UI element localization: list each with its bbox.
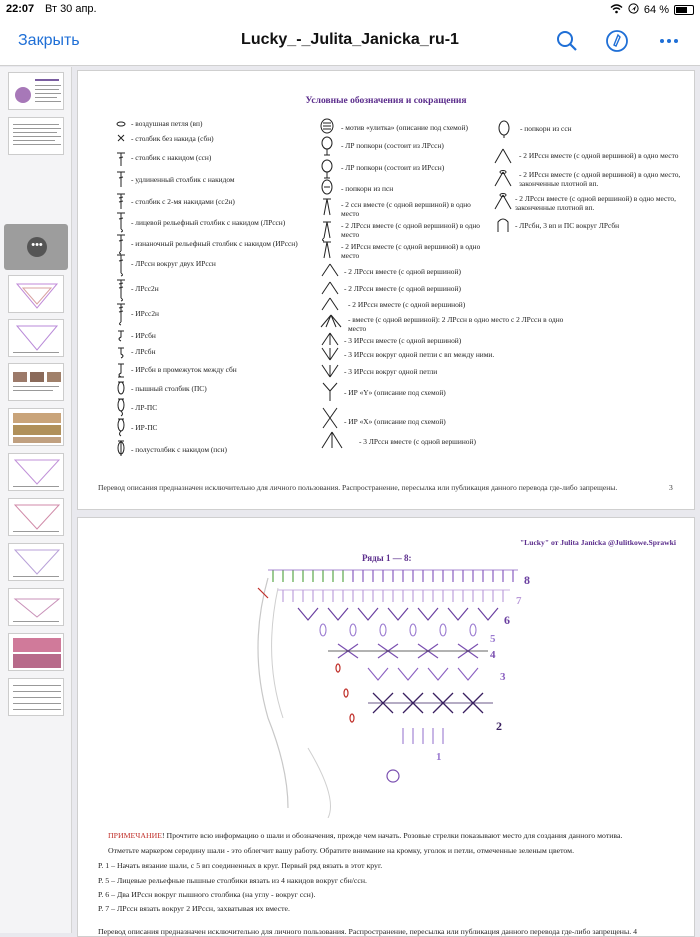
fpdc2tog-b-icon (319, 262, 341, 278)
row-number: 7 (516, 595, 522, 607)
fpdc2tog-icon (319, 220, 335, 242)
page-thumbnail[interactable] (8, 633, 64, 671)
fp-puff-symbol-icon (114, 397, 128, 417)
extended-dc-symbol-icon (114, 170, 128, 188)
footer-text: Перевод описания предназначен исключительно для личного пользования. Распространение, пересылка или публикация данного перевода где-либо запрещены. (98, 927, 632, 936)
bpdc2tog-b-icon (319, 296, 341, 312)
status-time: 22:07 (6, 3, 35, 15)
legend-label: - 2 ЛРссн вместе (с одной вершиной) (344, 267, 461, 276)
fpsc-ch-puff-icon (492, 216, 514, 234)
legend-label: - попкорн из псн (341, 184, 394, 193)
bptr-symbol-icon (114, 302, 128, 326)
note-text: ! Прочтите всю информацию о шали и обозначения, прежде чем начать. Розовые стрелки показывают место для создания данного мотива. (162, 831, 623, 840)
legend-label: - ИР-ПС (131, 423, 158, 432)
bp-y-icon (319, 381, 341, 403)
thumbnail-sidebar[interactable] (0, 67, 72, 933)
legend-label: - 2 ИРссн вместе (с одной вершиной) в одно место (519, 151, 679, 160)
legend-label: - столбик без накида (сбн) (131, 134, 214, 143)
legend-label: - ЛРссн вокруг двух ИРссн (131, 259, 216, 268)
legend-label: - 3 ИРссн вокруг одной петли с вп между ними. (344, 350, 495, 359)
note-line-2: Отметьте маркером середину шали - это облегчит вашу работу. Обратите внимание на кромку, уголок и петли, отмеченные зеленым цветом. (108, 846, 575, 855)
page-thumbnail[interactable] (8, 498, 64, 536)
page-number: 4 (633, 927, 638, 936)
legend-label: - 2 ИРссн вместе (с одной вершиной) в одно место, законченные плотной вп. (519, 170, 681, 188)
bp-puff-symbol-icon (114, 417, 128, 437)
fpdc3tog-icon (319, 430, 345, 450)
chain-symbol-icon (114, 119, 128, 129)
search-icon[interactable] (555, 29, 579, 53)
legend-label: - 2 ЛРссн вместе (с одной вершиной) в одно место, законченные плотной вп. (515, 194, 676, 212)
bpsc-between-symbol-icon (114, 361, 128, 379)
dc2tog-icon (319, 197, 335, 219)
fpdc4tog-icon (319, 313, 343, 329)
close-button[interactable]: Закрыть (18, 32, 80, 49)
fptr-symbol-icon (114, 278, 128, 302)
rows-title: Ряды 1 — 8: (362, 553, 412, 563)
legend-label: - 2 ИРссн вместе (с одной вершиной) (348, 300, 466, 309)
legend-label: - вместе (с одной вершиной): 2 ЛРссн в одно место с 2 ЛРссн в одно место (348, 315, 564, 333)
bp-x-icon (319, 406, 341, 430)
snail-motif-icon (319, 117, 335, 135)
page-thumbnail[interactable] (8, 588, 64, 626)
location-icon (628, 3, 639, 17)
status-date: Вт 30 апр. (45, 3, 97, 15)
bpdc2tog-ch-icon (492, 170, 514, 188)
bpdc3-around-b-icon (319, 363, 341, 379)
legend-label: - ЛР попкорн (состоит из ИРссн) (341, 163, 445, 172)
legend-label: - ИРсс2н (131, 309, 159, 318)
page-number: 3 (669, 483, 673, 492)
legend-label: - ЛРсбн, 3 вп и ПС вокруг ЛРсбн (515, 221, 620, 230)
page-thumbnail[interactable] (8, 319, 64, 357)
pdf-page-4 (77, 517, 695, 937)
page-footer (98, 483, 673, 492)
legend-label: - пышный столбик (ПС) (131, 384, 207, 393)
legend-label: - 2 ЛРссн вместе (с одной вершиной) в одно место (341, 221, 480, 239)
document-title: Lucky_-_Julita_Janicka_ru-1 (241, 31, 459, 48)
fpdc-around-two-symbol-icon (114, 253, 128, 277)
page-thumbnail[interactable] (8, 408, 64, 446)
page-footer (98, 927, 688, 937)
fpdc-symbol-icon (114, 211, 128, 233)
legend-label: - 2 ИРссн вместе (с одной вершиной) в одно место (341, 242, 481, 260)
page-thumbnail[interactable] (8, 275, 64, 313)
legend-label: - ИР «X» (описание под схемой) (344, 417, 446, 426)
page-thumbnail[interactable] (8, 543, 64, 581)
row-instruction: Р. 6 – Два ИРссн вокруг пышного столбика (на углу - вокруг ссн). (98, 890, 316, 899)
bpdc2tog-icon (319, 240, 335, 262)
row-number: 1 (436, 751, 442, 763)
pdf-page-3 (77, 70, 695, 510)
legend-label: - полустолбик с накидом (псн) (131, 445, 227, 454)
legend-label: - воздушная петля (вп) (131, 119, 203, 128)
legend-title: Условные обозначения и сокращения (305, 96, 467, 106)
legend-label: - изнаночный рельефный столбик с накидом (ИРссн) (131, 239, 298, 248)
page-thumbnail[interactable] (8, 678, 64, 716)
footer-text: Перевод описания предназначен исключительно для личного пользования. Распространение, пересылка или публикация данного перевода где-либо запрещены. (98, 483, 618, 492)
page-thumbnail[interactable] (8, 72, 64, 110)
battery-percent: 64 % (643, 4, 669, 16)
nav-bar (0, 20, 700, 66)
more-icon[interactable] (657, 29, 681, 53)
legend-label: - удлиненный столбик с накидом (131, 175, 235, 184)
thumbnail-more-badge[interactable]: ••• (27, 237, 47, 257)
battery-icon (674, 5, 694, 15)
page-thumbnail[interactable] (8, 117, 64, 155)
legend-label: - столбик с 2-мя накидами (сс2н) (131, 197, 235, 206)
hdc-symbol-icon (114, 438, 128, 458)
selected-thumbnail[interactable] (4, 224, 68, 270)
fp-popcorn-icon (319, 135, 335, 157)
bpdc2tog-same-icon (492, 147, 514, 165)
legend-label: - ИР «Y» (описание под схемой) (344, 388, 446, 397)
tr-symbol-icon (114, 192, 128, 210)
row-instruction: Р. 5 – Лицевые рельефные пышные столбики вязать из 4 накидов вокруг сбн/ссн. (98, 876, 367, 885)
note-paragraph (108, 831, 622, 841)
row-number: 8 (524, 573, 530, 587)
legend-label: - ИРсбн (131, 331, 156, 340)
legend-label: - мотив «улитка» (описание под схемой) (341, 123, 468, 132)
bpdc3-around-icon (319, 346, 341, 362)
row-instruction: Р. 7 – ЛРссн вязать вокруг 2 ИРссн, захватывая их вместе. (98, 904, 290, 913)
page-thumbnail[interactable] (8, 453, 64, 491)
sc-symbol-icon (114, 133, 128, 143)
legend-label: - столбик с накидом (ссн) (131, 153, 212, 162)
row-instruction: Р. 1 – Начать вязание шали, с 5 вп соединенных в круг. Первый ряд вязать в этот круг. (98, 861, 383, 870)
hdc-popcorn-icon (319, 177, 335, 197)
legend-label: - ЛР попкорн (состоит из ЛРссн) (341, 141, 444, 150)
fpdc2tog-ch-icon (492, 193, 514, 211)
note-label: ПРИМЕЧАНИЕ (108, 831, 163, 840)
legend-label: - ЛРсбн (131, 347, 156, 356)
puff-symbol-icon (114, 380, 128, 396)
dc-symbol-icon (114, 151, 128, 167)
fpdc2tog-c-icon (319, 280, 341, 296)
legend-label: - лицевой рельефный столбик с накидом (ЛРссн) (131, 218, 286, 227)
bpdc-symbol-icon (114, 233, 128, 255)
page-thumbnail[interactable] (8, 363, 64, 401)
legend-label: - ЛРсс2н (131, 284, 159, 293)
legend-label: - попкорн из ссн (520, 124, 572, 133)
bpsc-symbol-icon (114, 328, 128, 342)
legend-label: - 3 ЛРссн вместе (с одной вершиной) (359, 437, 476, 446)
legend-label: - ИРсбн в промежуток между сбн (131, 365, 237, 374)
legend-label: - 3 ИРссн вокруг одной петли (344, 367, 438, 376)
legend-label: - 2 ссн вместе (с одной вершиной) в одно место (341, 200, 471, 218)
status-bar (0, 0, 700, 20)
markup-icon[interactable] (605, 29, 629, 53)
wifi-icon (610, 4, 623, 17)
dc-popcorn-icon (496, 119, 512, 139)
bpdc3tog-icon (319, 331, 341, 347)
crochet-chart (228, 568, 548, 818)
legend-label: - 3 ИРссн вместе (с одной вершиной) (344, 336, 462, 345)
row-number: 5 (490, 633, 496, 645)
row-number: 6 (504, 613, 510, 627)
fpsc-symbol-icon (114, 345, 128, 359)
row-number: 2 (496, 719, 502, 733)
page-header: "Lucky" от Julita Janicka @Julitkowe.Sprawki (519, 538, 676, 547)
legend-label: - ЛР-ПС (131, 403, 158, 412)
legend-label: - 2 ЛРссн вместе (с одной вершиной) (344, 284, 461, 293)
row-number: 3 (500, 671, 506, 683)
row-number: 4 (490, 649, 496, 661)
status-right (610, 3, 694, 17)
